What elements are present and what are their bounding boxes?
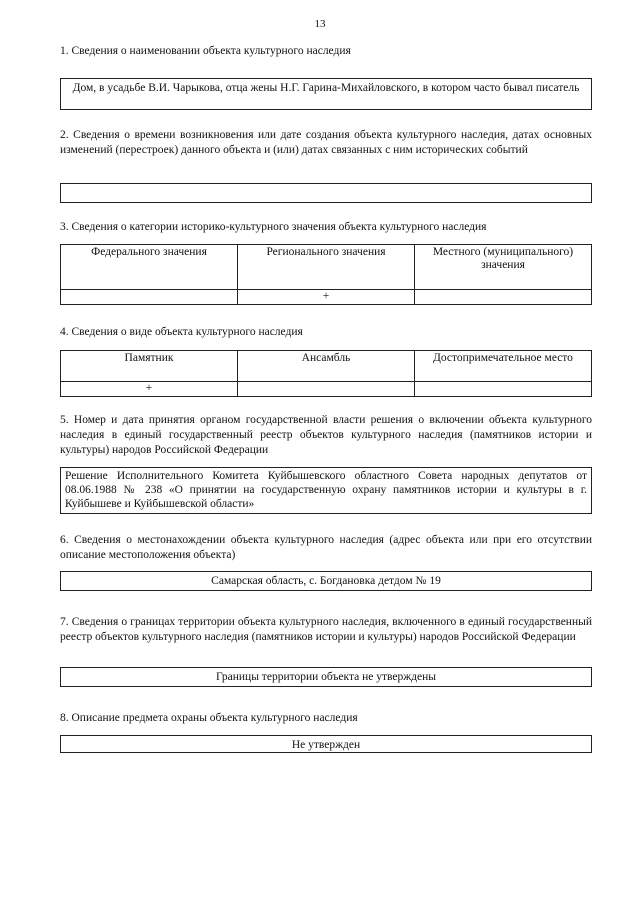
type-col-place: Достопримечательное место — [415, 351, 592, 382]
type-col-ensemble: Ансамбль — [238, 351, 415, 382]
type-table — [60, 350, 592, 397]
section-5-value-box — [60, 467, 592, 514]
section-1-value: Дом, в усадьбе В.И. Чарыкова, отца жены Н.Г. Гарина-Михайловского, в котором часто бывал писатель — [72, 82, 580, 94]
type-mark-row — [61, 382, 592, 397]
category-mark-federal — [61, 290, 238, 305]
category-mark-local — [415, 290, 592, 305]
section-7-value-box — [60, 667, 592, 687]
section-6-value-box — [60, 571, 592, 591]
category-header-row — [61, 245, 592, 290]
category-mark-regional: + — [238, 290, 415, 305]
section-6-heading: 6. Сведения о местонахождении объекта культурного наследия (адрес объекта или при его отсутствии описание местоположения объекта) — [60, 534, 592, 561]
type-mark-monument: + — [61, 382, 238, 397]
type-mark-place — [415, 382, 592, 397]
section-8-heading: 8. Описание предмета охраны объекта культурного наследия — [60, 712, 358, 724]
section-8-value: Не утвержден — [291, 739, 361, 751]
section-4-heading: 4. Сведения о виде объекта культурного наследия — [60, 326, 303, 338]
category-col-regional: Регионального значения — [238, 245, 415, 290]
section-2-heading: 2. Сведения о времени возникновения или дате создания объекта культурного наследия, датах основных изменений (перестроек) данного объекта и (или) датах связанных с ним исторических событий — [60, 129, 592, 156]
type-mark-ensemble — [238, 382, 415, 397]
section-1-value-box — [60, 78, 592, 110]
section-3-heading: 3. Сведения о категории историко-культурного значения объекта культурного наследия — [60, 221, 487, 233]
section-1-heading: 1. Сведения о наименовании объекта культурного наследия — [60, 45, 351, 57]
section-7-value: Границы территории объекта не утверждены — [215, 671, 437, 683]
category-col-local: Местного (муниципального) значения — [415, 245, 592, 290]
section-5-value: Решение Исполнительного Комитета Куйбышевского областного Совета народных депутатов от 08.06.1988 № 238 «О принятии на государственную охрану памятников истории и культуры в г. Куйбышеве и Куйбышевской области» — [65, 470, 587, 510]
type-col-monument: Памятник — [61, 351, 238, 382]
category-mark-row — [61, 290, 592, 305]
section-8-value-box — [60, 735, 592, 753]
category-table — [60, 244, 592, 305]
page-number: 13 — [314, 18, 326, 30]
section-7-heading: 7. Сведения о границах территории объекта культурного наследия, включенного в единый государственный реестр объектов культурного наследия (памятников истории и культуры) народов Российской Федерации — [60, 616, 592, 643]
section-5-heading: 5. Номер и дата принятия органом государственной власти решения о включении объекта культурного наследия в единый государственный реестр объектов культурного наследия (памятников истории и культуры) народов Российской Федерации — [60, 414, 592, 456]
category-col-federal: Федерального значения — [61, 245, 238, 290]
type-header-row — [61, 351, 592, 382]
section-6-value: Самарская область, с. Богдановка детдом № 19 — [211, 575, 441, 587]
section-2-value-box — [60, 183, 592, 203]
